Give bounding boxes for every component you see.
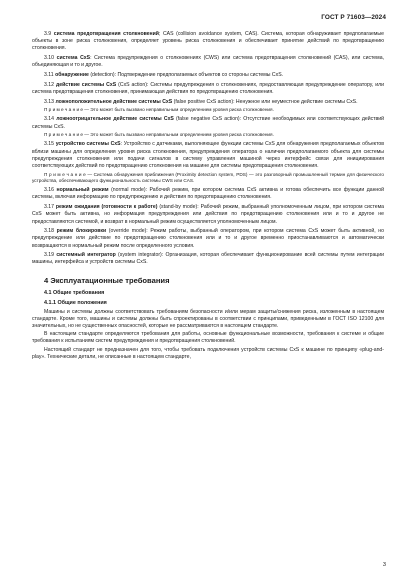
term-entry-3-10: 3.10 система CxS: Система предупреждения о столкновениях (CWS) или система предотвращения столкновений (CAS), или система, объединяющая и то и другое. [32,55,384,69]
page-number: 3 [382,562,386,568]
section-heading-4: 4 Эксплуатационные требования [44,275,170,285]
term-entry-3-11: 3.11 обнаружение (detection): Подтверждение предполагаемых объектов со стороны системы CxS. [44,71,284,78]
page-content [32,31,384,362]
note-3-13: П р и м е ч а н и е — Это может быть вызвано неправильным определением уровня риска столкновения. [44,107,274,113]
term-entry-3-16: 3.16 нормальный режим (normal mode): Рабочий режим, при котором система CxS активна и готова обеспечить все функции данной системы, включая информацию по предупреждению и действия по предотвращению столкновения. [32,187,384,201]
standard-header: ГОСТ Р 71603—2024 [321,14,386,21]
body-paragraph-2: В настоящем стандарте определяются требования для работы, основные функциональные возможности, требования к системе и общие требования к испытаниям систем предупреждения и предотвращения столкновений. [32,331,384,345]
note-3-15: П р и м е ч а н и е — Система обнаружения приближения (Proximity detection system, PDS) — это разговорный промышленный термин для физического устройства, обеспечивающего функциональность системы CWS или CAS. [32,171,384,184]
body-paragraph-1: Машины и системы должны соответствовать требованиям безопасности и/или мерам защиты/снижения риска, изложенным в настоящем стандарте. Кроме того, машины и системы должны быть спроектированы в соответствии с принципами, приведенными в ГОСТ ISO 12100 для значительных, но не существенных опасностей, которые не рассматриваются в настоящем стандарте. [32,308,384,329]
term-entry-3-14: 3.14 ложноотрицательное действие системы CxS (false negative CxS action): Отсутствие необходимых или соответствующих действий системы CxS. [32,116,384,130]
term-entry-3-17: 3.17 режим ожидания (готовности к работе) (stand-by mode): Рабочий режим, выбранный уполномоченным лицом, при котором система CxS может быть активна, но информация предупреждения или действия по предотвращению столкновения или и то и другое не предоставляются системой, и возврат в нормальный режим осуществляется уполномоченным лицом. [32,204,384,225]
subsection-heading-4-1-1: 4.1.1 Общие положения [44,299,107,306]
term-entry-3-12: 3.12 действие системы CxS (CxS action): Системы предупреждения о столкновениях, предоставляющая предупреждение оператору, или система предотвращения столкновения, принимающая действия по предотвращению столкновения. [32,81,384,95]
term-entry-3-19: 3.19 системный интегратор (system integrator): Организация, которая обеспечивает функционирование всей системы путем интеграции машины, интерфейса и устройств системы CxS. [32,252,384,266]
term-entry-3-9: 3.9 система предотвращения столкновений; CAS (collision avoidance system, CAS). Система, которая обнаруживает предполагаемые объекты в зоне риска столкновения, определяет уровень риска столкновения и обеспечивает принятие действий по предотвращению столкновения. [32,31,384,52]
term-entry-3-18: 3.18 режим блокировки (override mode): Режим работы, выбранный оператором, при котором система CxS может быть активной, но предупреждение или действие по предотвращению столкновения или и то и другое временно приостанавливаются и автоматически возвращаются в нормальный режим после определенного условия. [32,228,385,249]
subsection-heading-4-1: 4.1 Общие требования [44,289,105,296]
term-entry-3-13: 3.13 ложноположительное действие системы CxS (false positive CxS action): Ненужное или неуместное действие системы CxS. [44,98,358,105]
body-paragraph-3: Настоящий стандарт не предназначен для того, чтобы требовать подключения устройств системы CxS к машине по принципу «plug-and-play». Технические детали, не описанные в настоящем стандарте, [32,346,384,360]
term-entry-3-15: 3.15 устройство системы CxS: Устройство с датчиками, выполняющее функции системы CxS для обнаружения предполагаемых объектов вблизи машины для определения уровня риска столкновения, предупреждения оператора о наличии предполагаемого объекта для системы предупреждения столкновения или подачи сигналов в систему управления машиной через интерфейс связи для инициирования соответствующих действий по предотвращению столкновения на машине для системы предотвращения столкновения. [32,141,384,169]
note-3-14: П р и м е ч а н и е — Это может быть вызвано неправильным определением уровня риска столкновения. [44,132,274,138]
